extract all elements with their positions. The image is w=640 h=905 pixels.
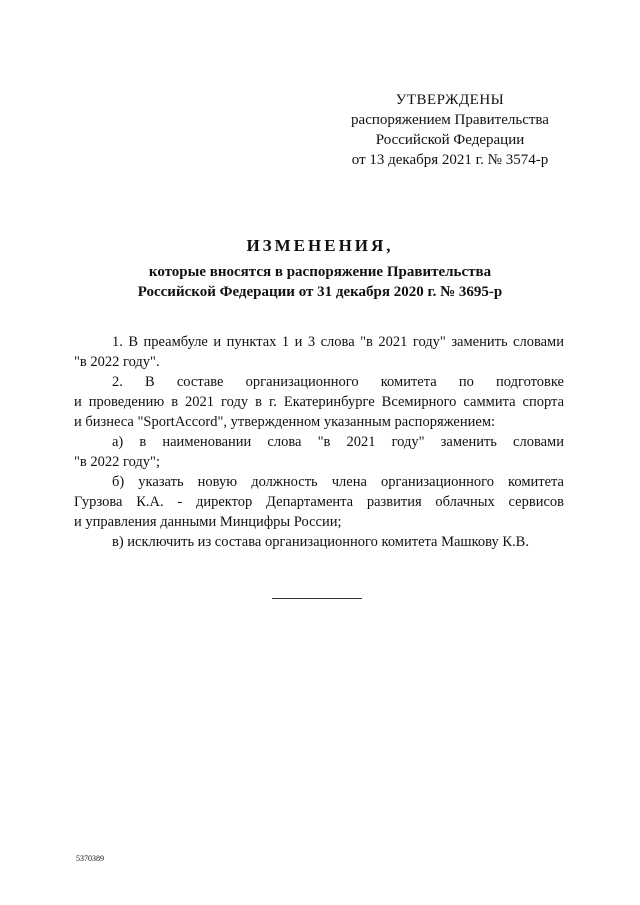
document-subtitle	[0, 262, 640, 302]
document-title: ИЗМЕНЕНИЯ,	[246, 236, 394, 255]
paragraph-2b	[74, 472, 564, 532]
document-number: 5370389	[76, 854, 104, 863]
approval-date-number: от 13 декабря 2021 г. № 3574-р	[351, 152, 549, 168]
paragraph-line: б) указать новую должность члена организационного комитета	[112, 474, 564, 490]
paragraph-line: "в 2022 году".	[74, 354, 160, 370]
approval-title: УТВЕРЖДЕНЫ	[395, 92, 505, 108]
subtitle-line: Российской Федерации от 31 декабря 2020 г. № 3695-р	[137, 284, 503, 300]
approval-line: распоряжением Правительства	[351, 112, 549, 128]
paragraph-line: а) в наименовании слова "в 2021 году" заменить словами	[112, 434, 564, 450]
paragraph-line: и проведению в 2021 году в г. Екатеринбурге Всемирного саммита спорта	[74, 394, 564, 410]
paragraph-line: и бизнеса "SportAccord", утвержденном указанным распоряжением:	[74, 414, 496, 430]
paragraph-2c	[74, 532, 564, 552]
paragraph-line: "в 2022 году";	[74, 454, 161, 470]
end-divider	[272, 598, 362, 599]
paragraph-1	[74, 332, 564, 372]
paragraph-2	[74, 372, 564, 432]
approval-line: Российской Федерации	[375, 132, 525, 148]
paragraph-line: 1. В преамбуле и пунктах 1 и 3 слова "в 2021 году" заменить словами	[112, 334, 564, 350]
document-body	[74, 332, 564, 552]
subtitle-line: которые вносятся в распоряжение Правительства	[148, 264, 492, 280]
paragraph-2a	[74, 432, 564, 472]
paragraph-line: Гурзова К.А. - директор Департамента развития облачных сервисов	[74, 494, 564, 510]
paragraph-line: в) исключить из состава организационного комитета Машкову К.В.	[112, 534, 529, 550]
approval-stamp	[300, 90, 600, 170]
paragraph-line: 2. В составе организационного комитета по подготовке	[112, 374, 564, 390]
paragraph-line: и управления данными Минцифры России;	[74, 514, 342, 530]
